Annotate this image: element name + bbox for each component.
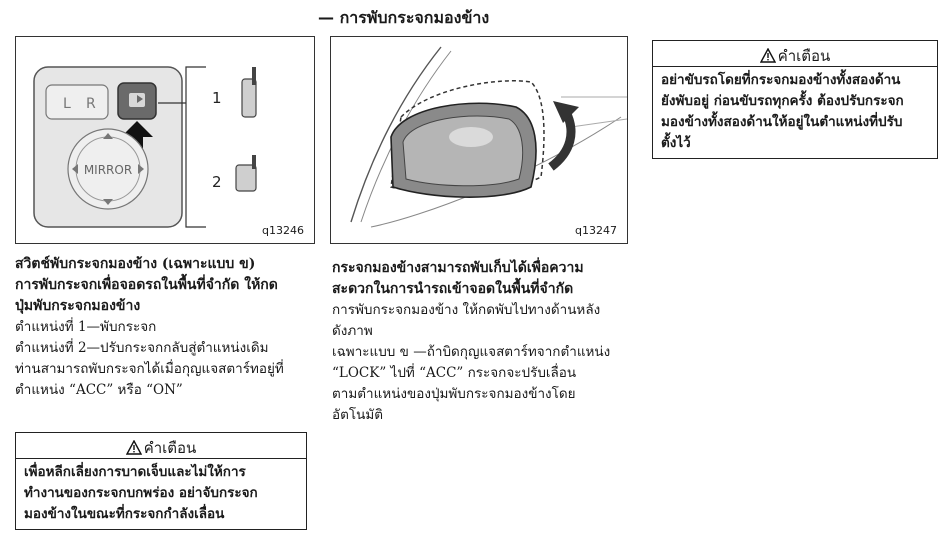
body-line: การพับกระจกมองข้าง ให้กดพับไปทางด้านหลัง: [332, 302, 601, 318]
caption-line: กระจกมองข้างสามารถพับเก็บได้เพื่อความ: [332, 260, 584, 276]
mirror-switch-figure: [15, 36, 315, 244]
warning-line: อย่าขับรถโดยที่กระจกมองข้างทั้งสองด้าน: [661, 72, 901, 88]
body-line: “LOCK” ไปที่ “ACC” กระจกจะปรับเลื่อน: [332, 365, 577, 381]
caption-line: สะดวกในการนำรถเข้าจอดในพื้นที่จำกัด: [332, 281, 574, 297]
warning-header: [16, 433, 306, 459]
caption-line: สวิตช์พับกระจกมองข้าง (เฉพาะแบบ ข): [15, 256, 256, 272]
caption-line: การพับกระจกเพื่อจอดรถในพื้นที่จำกัด ให้กด: [15, 277, 278, 293]
folding-body: [332, 300, 628, 426]
warning-triangle-icon: [760, 48, 776, 67]
body-line: ตามตำแหน่งของปุ่มพับกระจกมองข้างโดย: [332, 386, 576, 402]
folding-mirror-figure: [330, 36, 628, 244]
figure-code: q13246: [262, 224, 304, 237]
mirror-switch-illustration: [16, 37, 314, 243]
switch-caption: [15, 254, 315, 317]
position-2-label: 2: [212, 173, 222, 191]
folding-mirror-illustration: [331, 37, 627, 243]
switch-description: [15, 254, 315, 401]
warning-line: มองข้างทั้งสองด้านให้อยู่ในตำแหน่งที่ปรับ: [661, 114, 903, 130]
warning-line: เพื่อหลีกเลี่ยงการบาดเจ็บและไม่ให้การ: [24, 464, 246, 480]
switch-body: [15, 317, 315, 401]
body-line: เฉพาะแบบ ข —ถ้าบิดกุญแจสตาร์ทจากตำแหน่ง: [332, 344, 611, 360]
section-title: — การพับกระจกมองข้าง: [318, 8, 490, 27]
warning-box: [652, 40, 938, 159]
body-line: ตำแหน่งที่ 1—พับกระจก: [15, 319, 157, 335]
warning-title: คำเตือน: [777, 47, 831, 65]
caption-line: ปุ่มพับกระจกมองข้าง: [15, 298, 141, 314]
left-label: L: [63, 96, 71, 112]
right-label: R: [86, 96, 96, 112]
position-1-label: 1: [212, 89, 222, 107]
warning-text: [16, 459, 306, 529]
body-line: อัตโนมัติ: [332, 407, 384, 423]
body-line: ตำแหน่งที่ 2—ปรับกระจกกลับสู่ตำแหน่งเดิม: [15, 340, 269, 356]
mirror-label: MIRROR: [83, 163, 133, 177]
figure-code: q13247: [575, 224, 617, 237]
warning-text: [653, 67, 937, 158]
body-line: ตำแหน่ง “ACC” หรือ “ON”: [15, 382, 183, 398]
warning-line: ยังพับอยู่ ก่อนขับรถทุกครั้ง ต้องปรับกระจก: [661, 93, 904, 109]
warning-line: มองข้างในขณะที่กระจกกำลังเลื่อน: [24, 506, 225, 522]
warning-title: คำเตือน: [143, 439, 197, 457]
warning-line: ตั้งไว้: [661, 135, 691, 151]
folding-caption: [332, 258, 628, 300]
folding-description: [332, 258, 628, 426]
warning-line: ทำงานของกระจกบกพร่อง อย่าจับกระจก: [24, 485, 258, 501]
body-line: ท่านสามารถพับกระจกได้เมื่อกุญแจสตาร์ทอยู่ที่: [15, 361, 284, 377]
fold-direction-arrow-icon: [553, 101, 579, 123]
body-line: ดังภาพ: [332, 323, 373, 339]
warning-header: [653, 41, 937, 67]
warning-triangle-icon: [126, 440, 142, 459]
warning-box: [15, 432, 307, 530]
